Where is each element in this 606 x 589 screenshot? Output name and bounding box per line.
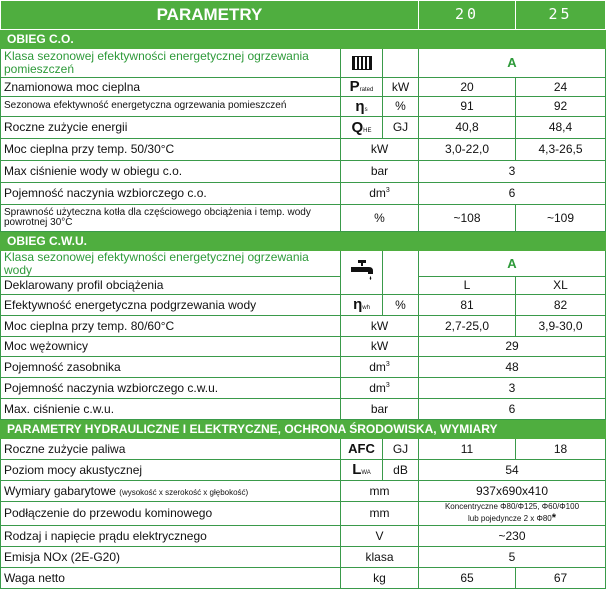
fuel-25: 18 — [516, 439, 606, 460]
cwu-vessel-unit: $dm^3$ — [341, 378, 419, 399]
model-20-header: 20 — [419, 1, 516, 30]
cwu-pressure-label: Max. ciśnienie c.w.u. — [1, 399, 341, 420]
table-row — [1, 316, 606, 337]
cwu-profile-label: Deklarowany profil obciążenia — [1, 277, 341, 295]
co-annual-label: Roczne zużycie energii — [1, 117, 341, 139]
cwu-coil-label: Moc wężownicy — [1, 337, 341, 357]
table-row — [1, 378, 606, 399]
faucet-icon — [349, 259, 375, 283]
cwu-tank-value: 48 — [419, 357, 606, 378]
co-partial-label: Sprawność użyteczna kotła dla częściowego obciążenia i temp. wody powrotnej 30°C — [1, 205, 341, 232]
fuel-label: Roczne zużycie paliwa — [1, 439, 341, 460]
co-partial-25: ~109 — [516, 205, 606, 232]
model-25-header: 25 — [516, 1, 606, 30]
dims-unit: mm — [341, 481, 419, 502]
cwu-vessel-label: Pojemność naczynia wzbiorczego c.w.u. — [1, 378, 341, 399]
section-cwu — [1, 232, 606, 251]
co-annual-unit: GJ — [383, 117, 419, 139]
table-row — [1, 357, 606, 378]
co-class-label: Klasa sezonowej efektywności energetycznej ogrzewania pomieszczeń — [1, 49, 341, 78]
weight-25: 67 — [516, 568, 606, 589]
co-vessel-unit: $dm^3$ — [341, 183, 419, 205]
cwu-tank-label: Pojemność zasobnika — [1, 357, 341, 378]
cwu-coil-unit: kW — [341, 337, 419, 357]
cwu-power-unit: kW — [341, 316, 419, 337]
co-eff-label: Sezonowa efektywność energetyczna ogrzewania pomieszczeń — [1, 97, 341, 117]
table-row — [1, 295, 606, 316]
table-row — [1, 78, 606, 97]
flue-unit: mm — [341, 502, 419, 526]
table-row — [1, 97, 606, 117]
co-rated-20: 20 — [419, 78, 516, 97]
weight-unit: kg — [341, 568, 419, 589]
section-co-title: OBIEG C.O. — [1, 30, 606, 49]
section-co — [1, 30, 606, 49]
section-hydraulic-title: PARAMETRY HYDRAULICZNE I ELEKTRYCZNE, OCHRONA ŚRODOWISKA, WYMIARY — [1, 420, 606, 439]
co-rated-25: 24 — [516, 78, 606, 97]
co-power-label: Moc cieplna przy temp. 50/30°C — [1, 139, 341, 161]
cwu-class-symbol — [341, 251, 383, 295]
cwu-pressure-value: 6 — [419, 399, 606, 420]
co-pressure-label: Max ciśnienie wody w obiegu c.o. — [1, 161, 341, 183]
table-title: PARAMETRY — [1, 1, 419, 30]
co-annual-20: 40,8 — [419, 117, 516, 139]
co-eff-unit: % — [383, 97, 419, 117]
table-row — [1, 399, 606, 420]
co-eff-symbol: ηs — [341, 97, 383, 117]
cwu-vessel-value: 3 — [419, 378, 606, 399]
power-supply-unit: V — [341, 526, 419, 547]
section-hydraulic — [1, 420, 606, 439]
nox-value: 5 — [419, 547, 606, 568]
table-row — [1, 205, 606, 232]
table-row — [1, 568, 606, 589]
cwu-tank-unit: $dm^3$ — [341, 357, 419, 378]
cwu-power-label: Moc cieplna przy temp. 80/60°C — [1, 316, 341, 337]
table-row — [1, 277, 606, 295]
co-partial-20: ~108 — [419, 205, 516, 232]
co-class-value: A — [419, 49, 606, 78]
table-row — [1, 502, 606, 526]
cwu-eff-symbol: ηwh — [341, 295, 383, 316]
section-cwu-title: OBIEG C.W.U. — [1, 232, 606, 251]
co-eff-25: 92 — [516, 97, 606, 117]
noise-unit: dB — [383, 460, 419, 481]
cwu-power-20: 2,7-25,0 — [419, 316, 516, 337]
cwu-class-label: Klasa sezonowej efektywności energetycznej ogrzewania wody — [1, 251, 341, 277]
weight-label: Waga netto — [1, 568, 341, 589]
cwu-eff-20: 81 — [419, 295, 516, 316]
power-supply-label: Rodzaj i napięcie prądu elektrycznego — [1, 526, 341, 547]
co-rated-symbol: Prated — [341, 78, 383, 97]
cwu-coil-value: 29 — [419, 337, 606, 357]
co-class-symbol — [341, 49, 383, 78]
table-row — [1, 161, 606, 183]
cwu-class-value: A — [419, 251, 606, 277]
co-annual-25: 48,4 — [516, 117, 606, 139]
cwu-eff-unit: % — [383, 295, 419, 316]
dims-note: (wysokość x szerokość x głębokość) — [119, 487, 249, 497]
fuel-symbol: AFC — [341, 439, 383, 460]
table-row — [1, 139, 606, 161]
table-row — [1, 460, 606, 481]
table-row — [1, 481, 606, 502]
table-row — [1, 547, 606, 568]
cwu-profile-25: XL — [516, 277, 606, 295]
co-eff-20: 91 — [419, 97, 516, 117]
dims-label: Wymiary gabarytowe (wysokość x szerokość x głębokość) — [1, 481, 341, 502]
table-row — [1, 439, 606, 460]
noise-symbol: LWA — [341, 460, 383, 481]
co-annual-symbol: QHE — [341, 117, 383, 139]
weight-20: 65 — [419, 568, 516, 589]
cwu-eff-label: Efektywność energetyczna podgrzewania wody — [1, 295, 341, 316]
flue-label: Podłączenie do przewodu kominowego — [1, 502, 341, 526]
cwu-power-25: 3,9-30,0 — [516, 316, 606, 337]
power-supply-value: ~230 — [419, 526, 606, 547]
cwu-eff-25: 82 — [516, 295, 606, 316]
noise-value: 54 — [419, 460, 606, 481]
co-vessel-label: Pojemność naczynia wzbiorczego c.o. — [1, 183, 341, 205]
table-row — [1, 251, 606, 277]
table-row — [1, 337, 606, 357]
co-partial-unit: % — [341, 205, 419, 232]
nox-label: Emisja NOx (2E-G20) — [1, 547, 341, 568]
cwu-profile-20: L — [419, 277, 516, 295]
co-rated-label: Znamionowa moc cieplna — [1, 78, 341, 97]
table-row — [1, 526, 606, 547]
co-vessel-value: 6 — [419, 183, 606, 205]
co-pressure-unit: bar — [341, 161, 419, 183]
cwu-pressure-unit: bar — [341, 399, 419, 420]
table-row — [1, 117, 606, 139]
co-power-25: 4,3-26,5 — [516, 139, 606, 161]
fuel-unit: GJ — [383, 439, 419, 460]
table-row — [1, 183, 606, 205]
co-rated-unit: kW — [383, 78, 419, 97]
co-power-20: 3,0-22,0 — [419, 139, 516, 161]
fuel-20: 11 — [419, 439, 516, 460]
co-power-unit: kW — [341, 139, 419, 161]
noise-label: Poziom mocy akustycznej — [1, 460, 341, 481]
table-row — [1, 49, 606, 78]
flue-value: Koncentryczne Φ80/Φ125, Φ60/Φ100 lub pojedyncze 2 x Φ80* — [419, 502, 606, 526]
nox-unit: klasa — [341, 547, 419, 568]
dims-value: 937x690x410 — [419, 481, 606, 502]
title-row — [1, 1, 606, 30]
co-pressure-value: 3 — [419, 161, 606, 183]
radiator-icon — [352, 56, 372, 70]
